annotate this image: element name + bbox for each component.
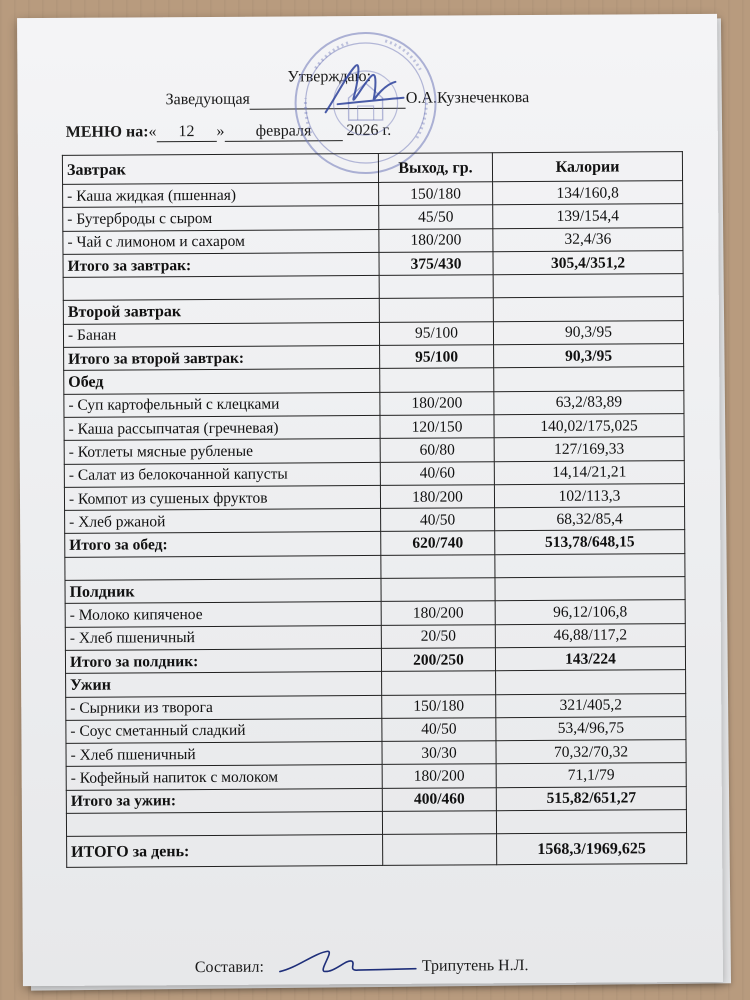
dish-name-cell: ИТОГО за день: <box>67 835 383 868</box>
calories-cell: 32,4/36 <box>493 227 683 251</box>
weight-cell <box>379 298 493 322</box>
weight-cell: 180/200 <box>381 601 495 625</box>
weight-cell: 120/150 <box>380 415 494 439</box>
column-header-meal: Завтрак <box>62 153 378 184</box>
weight-cell: 30/30 <box>382 741 496 765</box>
dish-name-cell: - Соус сметанный сладкий <box>66 718 382 743</box>
dish-name-cell: - Компот из сушеных фруктов <box>64 485 380 510</box>
approver-position: Заведующая <box>165 90 250 109</box>
dish-name-cell: Ужин <box>66 672 382 697</box>
menu-table <box>62 151 687 868</box>
calories-cell <box>496 670 686 694</box>
calories-cell <box>495 553 685 577</box>
dish-name-cell: Обед <box>64 369 380 394</box>
dish-name-cell: Итого за обед: <box>65 532 381 557</box>
dish-name-cell <box>65 555 381 580</box>
calories-cell <box>495 577 685 601</box>
calories-cell: 321/405,2 <box>496 693 686 717</box>
weight-cell <box>381 578 495 602</box>
dish-name-cell: - Хлеб пшеничный <box>66 742 382 767</box>
menu-label: МЕНЮ на: <box>65 123 149 141</box>
calories-cell <box>496 810 686 834</box>
calories-cell: 143/224 <box>495 647 685 671</box>
weight-cell <box>380 368 494 392</box>
approve-label: Утверждаю: <box>287 67 372 86</box>
dish-name-cell: Итого за второй завтрак: <box>64 346 380 371</box>
calories-cell: 63,2/83,89 <box>494 390 684 414</box>
dish-name-cell: - Салат из белокочанной капусты <box>64 462 380 487</box>
approver-name: О.А.Кузнеченкова <box>405 89 530 107</box>
dish-name-cell: Итого за ужин: <box>66 788 382 813</box>
dish-name-cell: - Суп картофельный с клецками <box>64 392 380 417</box>
calories-cell: 515,82/651,27 <box>496 786 686 810</box>
menu-day: 12 <box>156 123 216 142</box>
calories-cell: 305,4/351,2 <box>493 250 683 274</box>
dish-name-cell: - Хлеб ржаной <box>65 509 381 534</box>
compiler-signature-icon <box>268 949 418 980</box>
dish-name-cell: - Банан <box>63 322 379 347</box>
signature-blank <box>250 90 406 110</box>
calories-cell: 90,3/95 <box>494 344 684 368</box>
dish-name-cell: - Чай с лимоном и сахаром <box>63 229 379 254</box>
calories-cell <box>494 367 684 391</box>
menu-date-line: МЕНЮ на:« 12 » февраля 2026 г. <box>65 121 392 141</box>
weight-cell <box>383 834 497 866</box>
weight-cell: 95/100 <box>380 345 494 369</box>
weight-cell: 20/50 <box>381 624 495 648</box>
compiler-line <box>195 948 529 980</box>
weight-cell: 45/50 <box>379 205 493 229</box>
compiler-name: Трипутень Н.Л. <box>421 957 529 975</box>
weight-cell: 150/180 <box>379 182 493 206</box>
dish-name-cell: - Бутерброды с сыром <box>63 206 379 231</box>
calories-cell: 1568,3/1969,625 <box>497 833 687 865</box>
calories-cell: 71,1/79 <box>496 763 686 787</box>
calories-cell <box>493 274 683 298</box>
column-header-weight: Выход, гр. <box>378 153 492 183</box>
calories-cell: 134/160,8 <box>493 181 683 205</box>
weight-cell <box>382 671 496 695</box>
weight-cell: 400/460 <box>382 787 496 811</box>
weight-cell: 180/200 <box>379 228 493 252</box>
dish-name-cell: - Хлеб пшеничный <box>65 625 381 650</box>
menu-document <box>17 14 723 986</box>
weight-cell: 620/740 <box>381 531 495 555</box>
dish-name-cell: - Сырники из творога <box>66 695 382 720</box>
dish-name-cell: - Каша рассыпчатая (гречневая) <box>64 415 380 440</box>
calories-cell: 127/169,33 <box>494 437 684 461</box>
calories-cell: 90,3/95 <box>493 320 683 344</box>
dish-name-cell: Итого за завтрак: <box>63 252 379 277</box>
calories-cell: 46,88/117,2 <box>495 623 685 647</box>
weight-cell: 40/50 <box>381 508 495 532</box>
weight-cell <box>379 275 493 299</box>
menu-year: 2026 г. <box>346 121 392 140</box>
table-row-grand <box>67 833 687 868</box>
calories-cell: 68,32/85,4 <box>495 507 685 531</box>
dish-name-cell <box>66 811 382 836</box>
dish-name-cell: Итого за полдник: <box>65 648 381 673</box>
calories-cell: 53,4/96,75 <box>496 716 686 740</box>
weight-cell <box>381 554 495 578</box>
dish-name-cell: - Молоко кипяченое <box>65 602 381 627</box>
calories-cell: 140,02/175,025 <box>494 414 684 438</box>
menu-month: февраля <box>224 122 342 142</box>
weight-cell: 40/60 <box>380 461 494 485</box>
dish-name-cell: Второй завтрак <box>63 299 379 324</box>
menu-table-body <box>63 181 687 868</box>
calories-cell: 96,12/106,8 <box>495 600 685 624</box>
calories-cell: 102/113,3 <box>494 483 684 507</box>
weight-cell: 200/250 <box>381 648 495 672</box>
dish-name-cell: Полдник <box>65 578 381 603</box>
weight-cell: 180/200 <box>380 485 494 509</box>
dish-name-cell: - Кофейный напиток с молоком <box>66 765 382 790</box>
calories-cell: 14,14/21,21 <box>494 460 684 484</box>
calories-cell: 70,32/70,32 <box>496 740 686 764</box>
table-header-row <box>62 152 682 185</box>
calories-cell: 139/154,4 <box>493 204 683 228</box>
column-header-calories: Калории <box>492 152 682 182</box>
compiler-label: Составил: <box>194 958 264 977</box>
dish-name-cell <box>63 276 379 301</box>
dish-name-cell: - Каша жидкая (пшенная) <box>63 182 379 207</box>
dish-name-cell: - Котлеты мясные рубленые <box>64 439 380 464</box>
weight-cell: 40/50 <box>382 718 496 742</box>
weight-cell: 180/200 <box>380 391 494 415</box>
approver-line <box>165 89 529 110</box>
calories-cell <box>493 297 683 321</box>
weight-cell: 150/180 <box>382 694 496 718</box>
calories-cell: 513,78/648,15 <box>495 530 685 554</box>
weight-cell <box>382 811 496 835</box>
weight-cell: 60/80 <box>380 438 494 462</box>
weight-cell: 375/430 <box>379 252 493 276</box>
weight-cell: 180/200 <box>382 764 496 788</box>
weight-cell: 95/100 <box>379 322 493 346</box>
